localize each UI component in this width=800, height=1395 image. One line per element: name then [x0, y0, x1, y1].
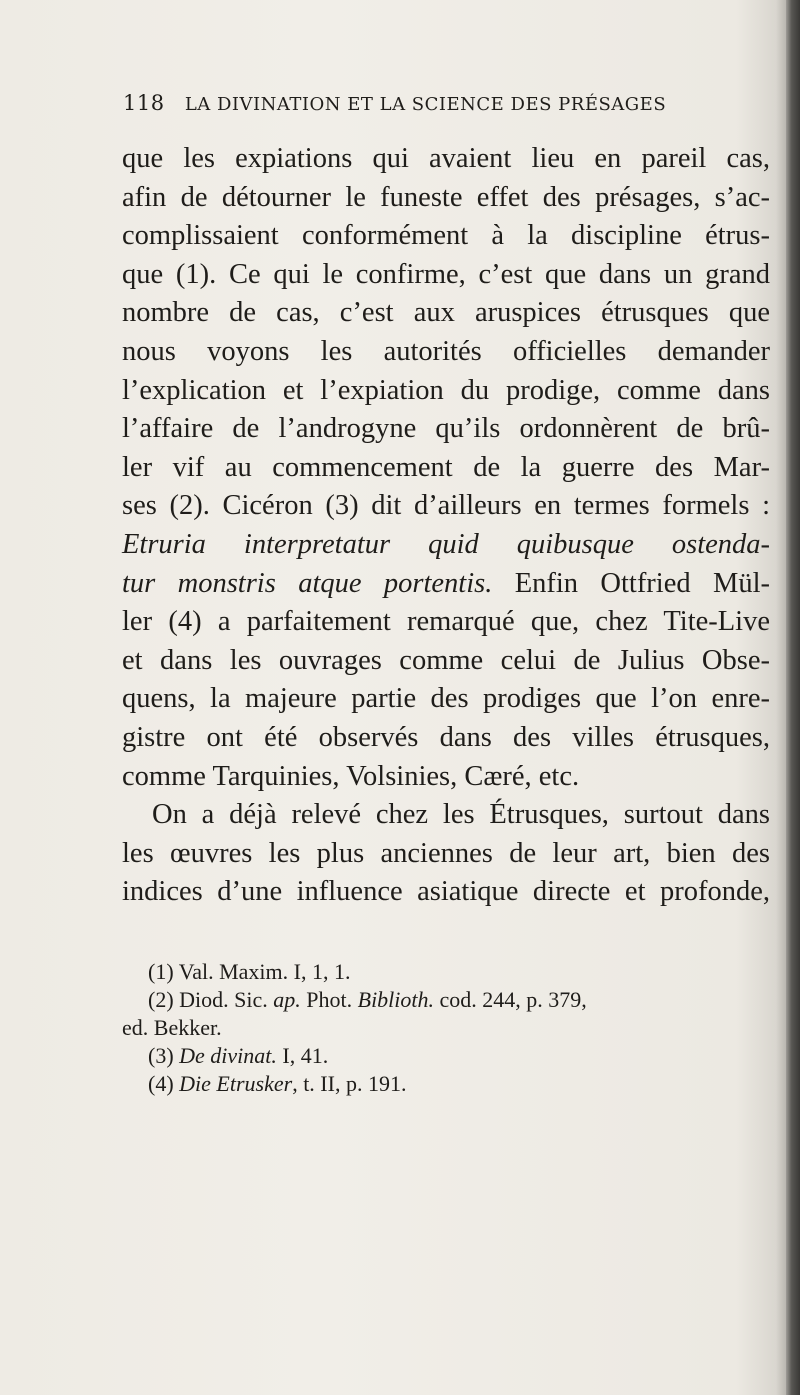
footnote-1: (1) Val. Maxim. I, 1, 1. [148, 959, 351, 984]
footnote-3 [122, 1042, 770, 1070]
text-fragment: Enfin Ottfried Mül- [492, 567, 770, 599]
text-line: les œuvres les plus anciennes de leur art, bien des [122, 837, 770, 869]
latin-quote-line: Etruria interpretatur quid quibusque ostenda- [122, 528, 770, 560]
text-line: que les expiations qui avaient lieu en pareil cas, [122, 143, 770, 174]
footnote-4 [122, 1070, 770, 1098]
running-title: LA DIVINATION ET LA SCIENCE DES PRÉSAGES [184, 94, 667, 115]
footnotes [122, 958, 770, 1098]
paragraph-start-line: On a déjà relevé chez les Étrusques, surtout dans [152, 799, 770, 831]
text-line: ses (2). Cicéron (3) dit d’ailleurs en termes formels : [122, 490, 770, 522]
text-line: ler vif au commencement de la guerre des Mar- [122, 451, 770, 483]
footnote-text: , t. II, p. 191. [292, 1071, 407, 1096]
text-line: quens, la majeure partie des prodiges que l’on enre- [122, 683, 770, 715]
main-text [122, 140, 770, 912]
text-line: afin de détourner le funeste effet des présages, s’ac- [122, 181, 770, 213]
text-line: nous voyons les autorités officielles demander [122, 335, 770, 367]
page-binding-edge [786, 0, 800, 1395]
footnote-italic: Die Etrusker [179, 1071, 293, 1096]
footnote-text: (4) [148, 1071, 180, 1096]
text-line: complissaient conformément à la discipline étrus- [122, 220, 770, 252]
footnote-italic: Biblioth. [357, 987, 435, 1012]
footnote-italic: ap. [273, 987, 301, 1012]
text-line: l’explication et l’expiation du prodige, comme dans [122, 374, 770, 406]
footnote-2 [122, 986, 770, 1014]
text-line: indices d’une influence asiatique directe et profonde, [122, 876, 770, 908]
footnote-text: cod. 244, p. 379, [434, 987, 587, 1012]
page-number: 118 [123, 91, 165, 115]
footnote-text: (2) Diod. Sic. [148, 987, 274, 1012]
text-line-mixed [122, 565, 770, 604]
text-line: gistre ont été observés dans des villes étrusques, [122, 721, 770, 753]
footnote-italic: De divinat. [179, 1043, 277, 1068]
text-line: nombre de cas, c’est aux aruspices étrusques que [122, 297, 770, 329]
text-line: l’affaire de l’androgyne qu’ils ordonnèrent de brû- [122, 413, 770, 445]
footnote-text: Phot. [300, 987, 358, 1012]
footnote-text: I, 41. [276, 1043, 329, 1068]
footnote-text: (3) [148, 1043, 180, 1068]
running-header [123, 91, 763, 115]
latin-quote-end: tur monstris atque portentis. [122, 567, 493, 599]
text-line: que (1). Ce qui le confirme, c’est que dans un grand [122, 258, 770, 290]
text-line: comme Tarquinies, Volsinies, Cæré, etc. [122, 760, 580, 792]
text-line: ler (4) a parfaitement remarqué que, chez Tite-Live [122, 606, 770, 638]
text-line: et dans les ouvrages comme celui de Julius Obse- [122, 644, 770, 676]
footnote-2-continuation: ed. Bekker. [122, 1015, 222, 1040]
